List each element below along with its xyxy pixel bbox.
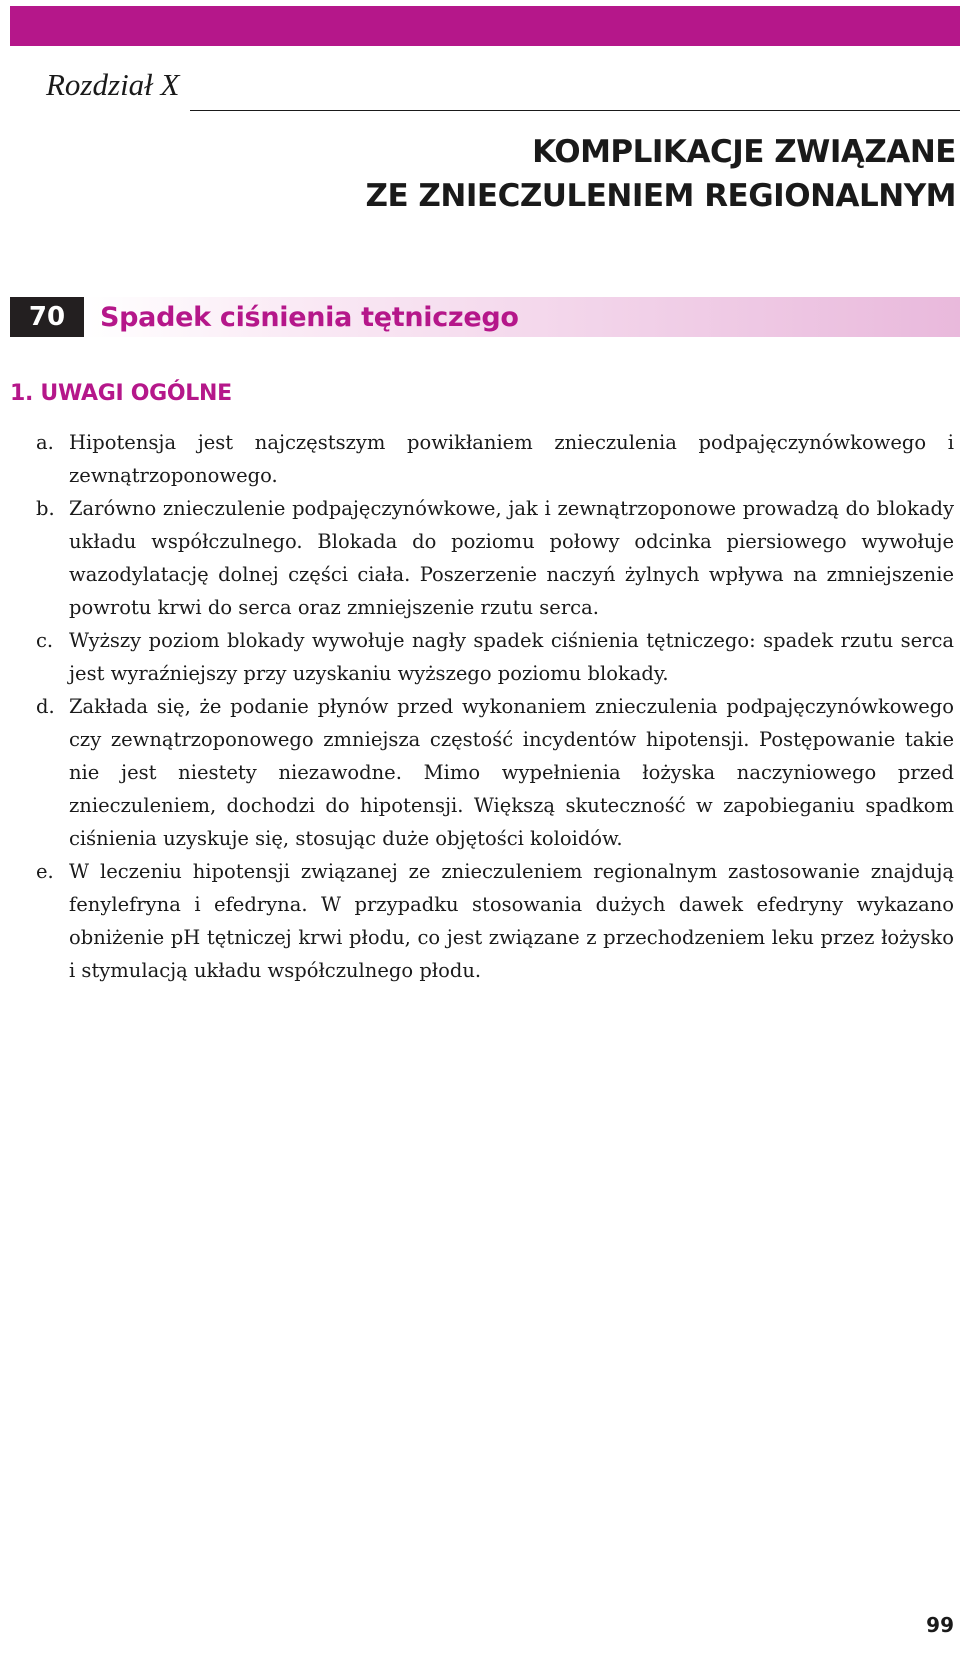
list-item bbox=[36, 426, 954, 492]
list-marker: c. bbox=[36, 629, 54, 652]
list-marker: b. bbox=[36, 497, 55, 520]
top-accent-bar bbox=[10, 6, 960, 46]
chapter-rule bbox=[190, 110, 960, 111]
chapter-title-line-2: ZE ZNIECZULENIEM REGIONALNYM bbox=[365, 178, 956, 214]
list-marker: a. bbox=[36, 431, 54, 454]
section-number: 70 bbox=[10, 297, 84, 337]
section-header bbox=[10, 297, 960, 337]
list-item bbox=[36, 855, 954, 987]
chapter-title-line-1: KOMPLIKACJE ZWIĄZANE bbox=[532, 134, 956, 170]
list-item-text: W leczeniu hipotensji związanej ze znieczuleniem regionalnym zastosowanie znajdują fenylefryna i efedryna. W przypadku stosowania dużych dawek efedryny wykazano obniżenie pH tętniczej krwi płodu, co jest związane z przechodzeniem leku przez łożysko i stymulacją układu współczulnego płodu. bbox=[69, 860, 954, 982]
page-number: 99 bbox=[926, 1613, 954, 1637]
body-list bbox=[36, 426, 954, 987]
list-marker: d. bbox=[36, 695, 55, 718]
chapter-title bbox=[365, 130, 956, 218]
list-item bbox=[36, 690, 954, 855]
list-marker: e. bbox=[36, 860, 54, 883]
list-item bbox=[36, 624, 954, 690]
list-item-text: Wyższy poziom blokady wywołuje nagły spadek ciśnienia tętniczego: spadek rzutu serca jest wyraźniejszy przy uzyskaniu wyższego poziomu blokady. bbox=[69, 629, 954, 685]
list-item-text: Zakłada się, że podanie płynów przed wykonaniem znieczulenia podpajęczynówkowego czy zewnątrzoponowego zmniejsza częstość incydentów hipotensji. Postępowanie takie nie jest niestety niezawodne. Mimo wypełnienia łożyska naczyniowego przed znieczuleniem, dochodzi do hipotensji. Większą skuteczność w zapobieganiu spadkom ciśnienia uzyskuje się, stosując duże objętości koloidów. bbox=[69, 695, 954, 850]
subsection-heading: 1. UWAGI OGÓLNE bbox=[10, 381, 232, 406]
list-item bbox=[36, 492, 954, 624]
list-item-text: Zarówno znieczulenie podpajęczynówkowe, jak i zewnątrzoponowe prowadzą do blokady układu współczulnego. Blokada do poziomu połowy odcinka piersiowego wywołuje wazodylatację dolnej części ciała. Poszerzenie naczyń żylnych wpływa na zmniejszenie powrotu krwi do serca oraz zmniejszenie rzutu serca. bbox=[69, 497, 954, 619]
chapter-label: Rozdział X bbox=[46, 67, 180, 102]
section-title: Spadek ciśnienia tętniczego bbox=[100, 301, 519, 333]
list-item-text: Hipotensja jest najczęstszym powikłaniem znieczulenia podpajęczynówkowego i zewnątrzoponowego. bbox=[69, 431, 954, 487]
